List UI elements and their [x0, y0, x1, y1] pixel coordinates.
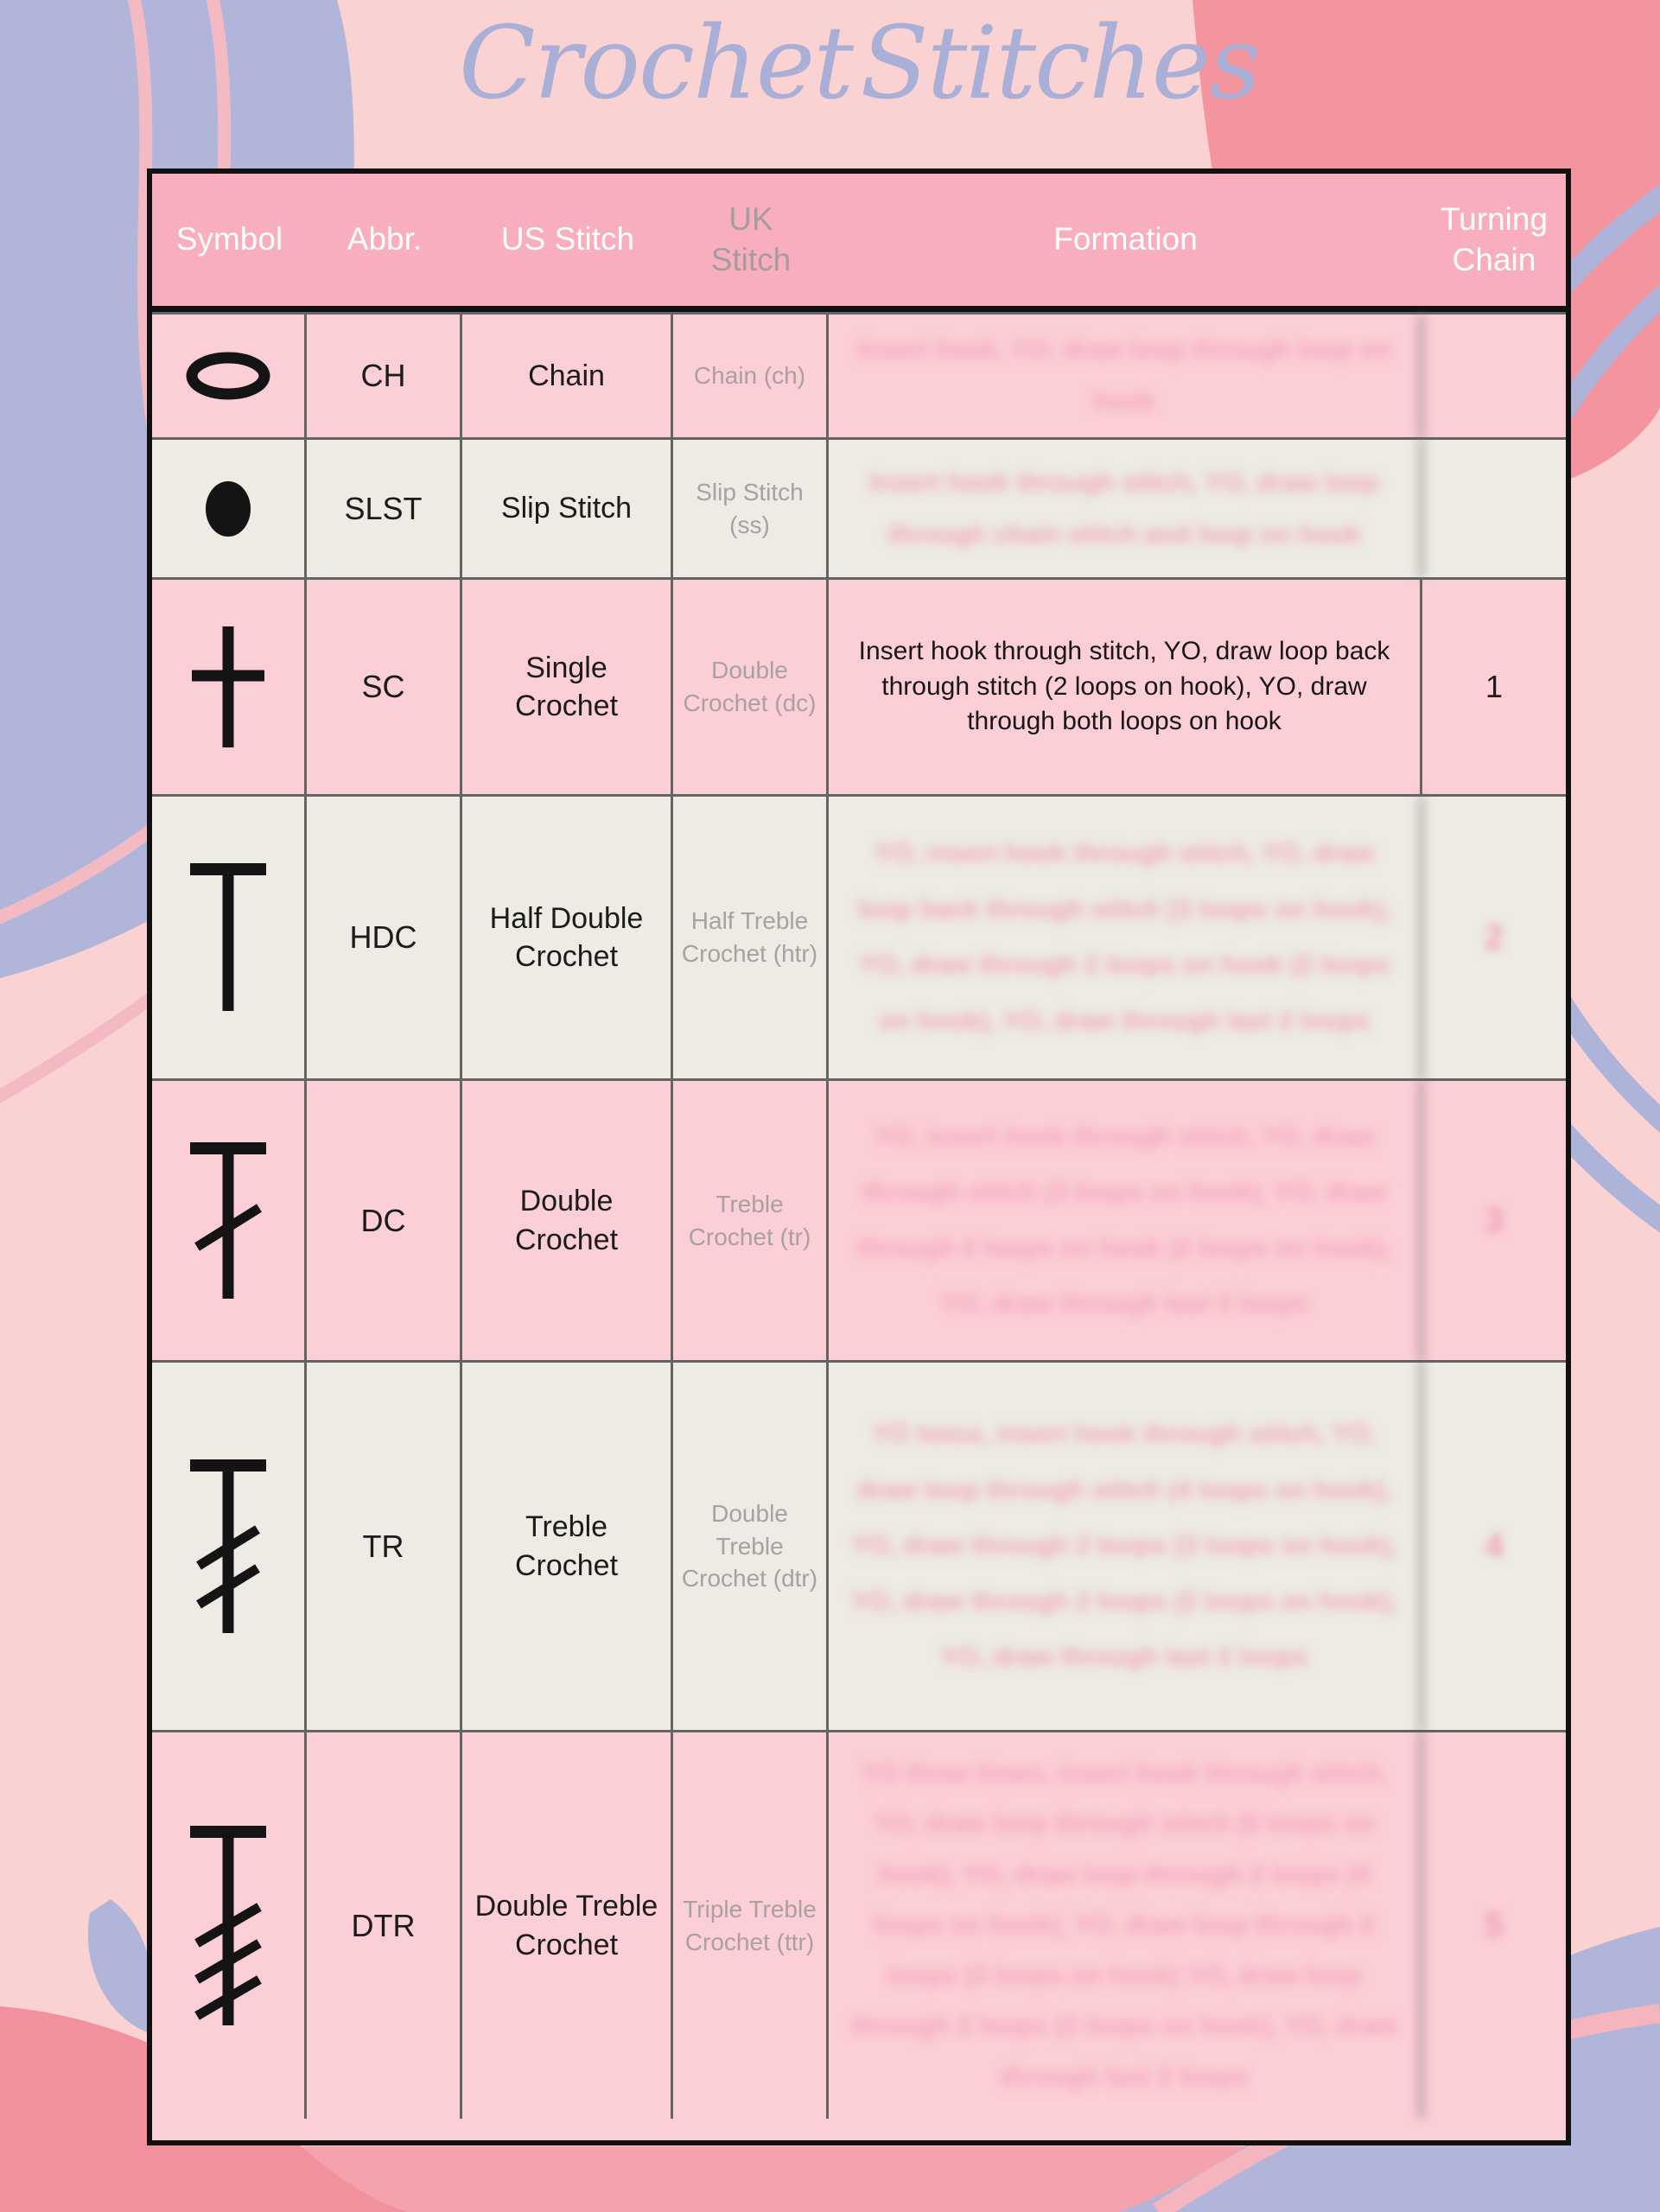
- crochet-stitches-table: [147, 168, 1571, 2145]
- half-double-crochet-symbol-icon: [152, 797, 307, 1078]
- us-stitch-value: Treble Crochet: [462, 1363, 673, 1730]
- us-stitch-value: Chain: [462, 315, 673, 437]
- abbr-value: DC: [307, 1081, 462, 1360]
- formation-text-blurred: YO, insert hook through stitch, YO, draw loop back through stitch (3 loops on hook), YO, draw through 2 loops on hook (2 loops on hook), YO, draw through last 2 loops: [829, 797, 1422, 1078]
- uk-stitch-value: Double Crochet (dc): [673, 580, 829, 794]
- uk-stitch-value: Chain (ch): [673, 315, 829, 437]
- table-row-hdc: [152, 794, 1566, 1078]
- abbr-value: DTR: [307, 1732, 462, 2119]
- us-stitch-value: Double Crochet: [462, 1081, 673, 1360]
- double-crochet-symbol-icon: [152, 1081, 307, 1360]
- table-row-tr: [152, 1360, 1566, 1730]
- formation-text-blurred: YO three times, insert hook through stitch, YO, draw loop through stitch (5 loops on hook), YO, draw loop through 2 loops (4 loops on hook), YO, draw loop through 2 loops (3 loops on hook) YO, draw loop through 2 loops (2 loops on hook), YO, draw through last 2 loops: [829, 1732, 1422, 2119]
- uk-stitch-value: Slip Stitch (ss): [673, 440, 829, 577]
- header-turning-chain: Turning Chain: [1440, 201, 1549, 277]
- slip-stitch-symbol-icon: [152, 440, 307, 577]
- formation-text-blurred: Insert hook through stitch, YO, draw loop through chain stitch and loop on hook: [829, 440, 1422, 577]
- header-uk-stitch: UK Stitch: [710, 201, 792, 277]
- turning-chain-value-blurred: 4: [1484, 1527, 1504, 1565]
- abbr-value: CH: [307, 315, 462, 437]
- single-crochet-symbol-icon: [152, 580, 307, 794]
- abbr-value: SLST: [307, 440, 462, 577]
- table-row-dc: [152, 1078, 1566, 1360]
- formation-text-blurred: YO, insert hook through stitch, YO, draw through stitch (3 loops on hook), YO, draw through 2 loops on hook (2 loops on hook), YO, draw through last 2 loops: [829, 1081, 1422, 1360]
- turning-chain-value: 1: [1485, 669, 1504, 704]
- us-stitch-value: Double Treble Crochet: [462, 1732, 673, 2119]
- abbr-value: TR: [307, 1363, 462, 1730]
- uk-stitch-value: Treble Crochet (tr): [673, 1081, 829, 1360]
- header-formation: Formation: [1053, 221, 1198, 257]
- abbr-value: SC: [307, 580, 462, 794]
- treble-crochet-symbol-icon: [152, 1363, 307, 1730]
- uk-stitch-value: Half Treble Crochet (htr): [673, 797, 829, 1078]
- uk-stitch-value: Triple Treble Crochet (ttr): [673, 1732, 829, 2119]
- turning-chain-value-blurred: 2: [1484, 918, 1504, 957]
- header-abbr: Abbr.: [347, 221, 423, 257]
- chain-symbol-icon: [152, 315, 307, 437]
- formation-text: Insert hook through stitch, YO, draw loop back through stitch (2 loops on hook), YO, draw through both loops on hook: [829, 580, 1422, 794]
- us-stitch-value: Single Crochet: [462, 580, 673, 794]
- header-us-stitch: US Stitch: [500, 221, 635, 257]
- turning-chain-value-blurred: 3: [1484, 1201, 1504, 1239]
- table-row-sc: [152, 577, 1566, 794]
- abbr-value: HDC: [307, 797, 462, 1078]
- formation-text-blurred: YO twice, insert hook through stitch, YO, draw loop through stitch (4 loops on hook), YO, draw through 2 loops (3 loops on hook), YO, draw through 2 loops (2 loops on hook), YO, draw through last 2 loops: [829, 1363, 1422, 1730]
- table-row-ch: [152, 312, 1566, 437]
- us-stitch-value: Slip Stitch: [462, 440, 673, 577]
- table-header-row: [152, 174, 1566, 312]
- turning-chain-value-blurred: 5: [1484, 1906, 1504, 1944]
- header-symbol: Symbol: [175, 221, 283, 257]
- us-stitch-value: Half Double Crochet: [462, 797, 673, 1078]
- double-treble-crochet-symbol-icon: [152, 1732, 307, 2119]
- page-title: Crochet Stitches: [459, 5, 1259, 122]
- table-row-slst: [152, 437, 1566, 577]
- turning-chain-value: [1422, 315, 1566, 437]
- uk-stitch-value: Double Treble Crochet (dtr): [673, 1363, 829, 1730]
- table-row-dtr: [152, 1730, 1566, 2119]
- formation-text-blurred: Insert hook, YO, draw loop through loop on hook: [829, 315, 1422, 437]
- turning-chain-value: [1422, 440, 1566, 577]
